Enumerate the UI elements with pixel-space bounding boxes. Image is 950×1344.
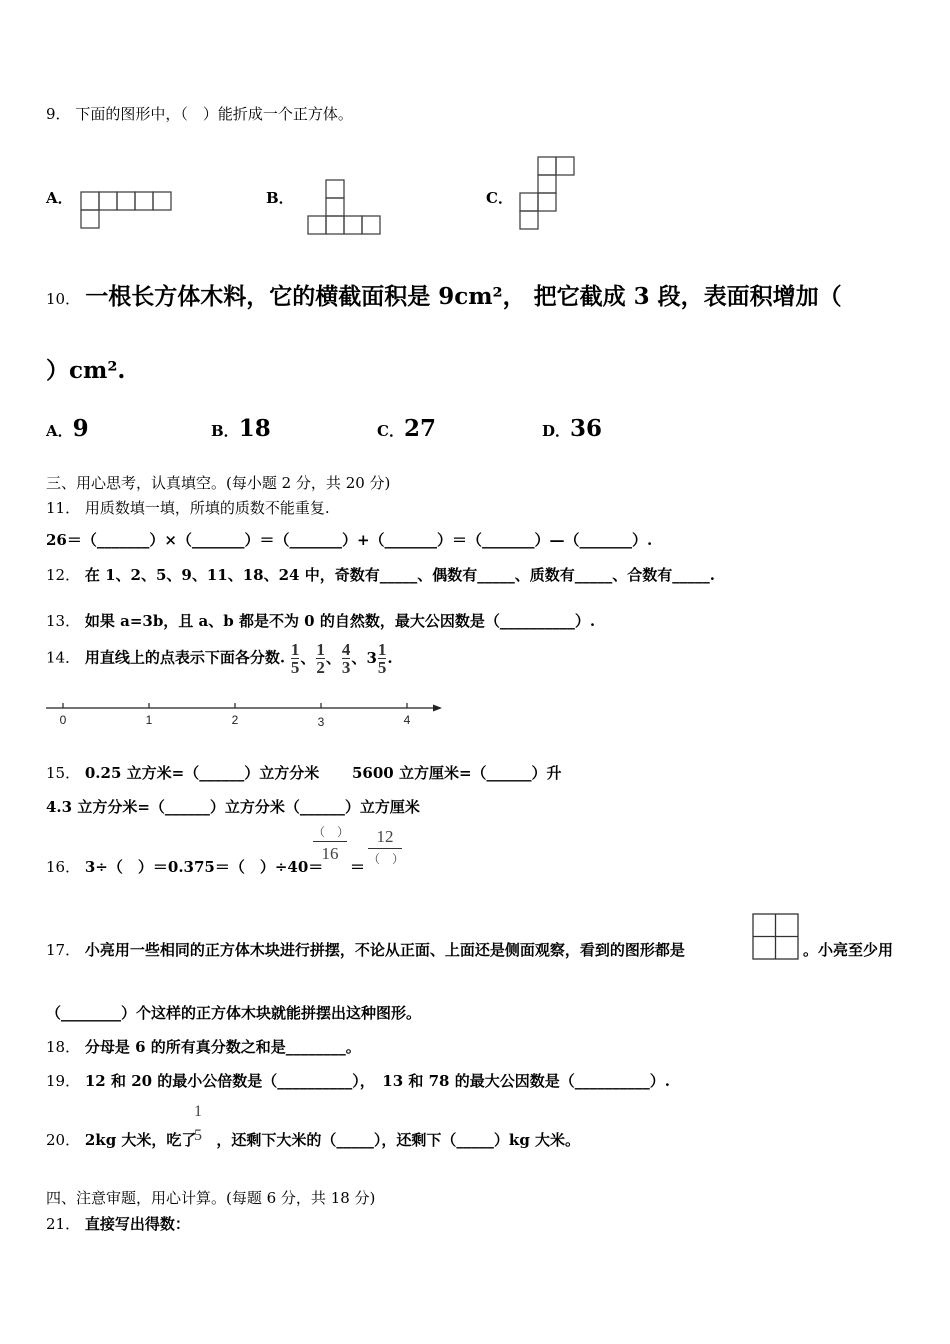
question-number: 19． [46, 1072, 81, 1090]
question-9 [46, 103, 353, 124]
question-11-equation: 26＝（_______）×（_______）＝（_______）+（_______）＝（_______）—（_______）. [46, 531, 653, 549]
q16-fraction-1 [312, 826, 350, 862]
question-text: 12 和 20 的最小公倍数是（__________）， 13 和 78 的最大公因数是（__________）. [84, 1072, 670, 1090]
question-19 [46, 1070, 670, 1091]
question-text: 用质数填一填，所填的质数不能重复. [84, 499, 330, 517]
option-value: 18 [238, 415, 271, 442]
q9-option-c-label: C． [486, 189, 513, 207]
numerator: 12 [376, 827, 394, 846]
question-10-line-2: ）cm². [46, 357, 126, 384]
question-17-part-2: 。小亮至少用 [803, 941, 894, 959]
q9-option-b-label: B． [266, 189, 294, 207]
separator: 、 [351, 648, 367, 667]
q10-option-d [542, 415, 602, 442]
question-text-part-1: 0.25 立方米=（______）立方分米 [84, 764, 320, 782]
section-3-title: 三、用心思考，认真填空。(每小题 2 分，共 20 分) [46, 474, 391, 492]
denominator: 3 [341, 658, 351, 677]
separator: 、 [325, 648, 341, 667]
denominator: 5 [194, 1127, 202, 1144]
option-label: B． [211, 422, 239, 440]
denominator: （ ） [368, 848, 402, 865]
fraction [290, 640, 316, 677]
numerator: （ ） [313, 825, 350, 839]
question-number: 21． [46, 1215, 81, 1233]
question-number: 14． [46, 648, 81, 667]
question-text-part-1: 小亮用一些相同的正方体木块进行拼摆，不论从正面、上面还是侧面观察，看到的图形都是 [84, 941, 685, 959]
q10-option-c [377, 415, 436, 442]
question-15-line-2: 4.3 立方分米=（______）立方分米（______）立方厘米 [46, 798, 420, 816]
section-4-title: 四、注意审题，用心计算。(每题 6 分，共 18 分) [46, 1189, 376, 1207]
option-label: C． [377, 422, 404, 440]
question-number: 11． [46, 499, 81, 517]
fraction [315, 640, 341, 677]
question-20 [46, 1129, 580, 1150]
whole: 3 [366, 648, 377, 667]
denominator: 5 [290, 658, 300, 677]
question-text: 用直线上的点表示下面各分数. [84, 648, 286, 667]
question-number: 20． [46, 1131, 81, 1149]
tick-label-1: 1 [145, 713, 153, 727]
numerator: 1 [377, 640, 387, 659]
question-text-part-2: ，还剩下大米的（_____），还剩下（_____）kg 大米。 [216, 1131, 581, 1149]
numerator: 1 [194, 1103, 202, 1120]
q9-option-a-label: A． [46, 189, 73, 207]
separator: . [387, 648, 393, 667]
separator: 、 [300, 648, 316, 667]
option-value: 27 [403, 415, 436, 442]
number-line [44, 700, 444, 730]
question-15 [46, 762, 319, 783]
question-12 [46, 564, 715, 585]
tick-label-3: 3 [317, 715, 325, 729]
question-10 [46, 278, 842, 311]
question-text-line-1: 一根长方体木料，它的横截面积是 9cm²， 把它截成 3 段，表面积增加（ [85, 283, 842, 310]
question-text: 如果 a=3b，且 a、b 都是不为 0 的自然数，最大公因数是（__________）. [84, 612, 596, 630]
q16-equals: ＝ [350, 858, 366, 876]
option-value: 36 [570, 415, 603, 442]
four-square-grid [752, 913, 800, 961]
option-label: D． [542, 422, 571, 440]
cube-net-b [307, 179, 385, 239]
q10-option-b [211, 415, 271, 442]
tick-label-0: 0 [59, 713, 67, 727]
question-number: 9． [46, 105, 71, 123]
question-text: 下面的图形中，（ ）能折成一个正方体。 [75, 105, 353, 123]
question-number: 17． [46, 941, 81, 959]
cube-net-a [80, 191, 175, 231]
question-text: 在 1、2、5、9、11、18、24 中，奇数有_____、偶数有_____、质数有_____、合数有_____. [84, 566, 715, 584]
question-text: 3÷（ ）＝0.375＝（ ）÷40＝ [84, 858, 324, 876]
question-18 [46, 1036, 361, 1057]
question-17-line-2: （________）个这样的正方体木块就能拼摆出这种图形。 [46, 1004, 422, 1022]
denominator: 5 [377, 658, 387, 677]
tick-label-2: 2 [231, 713, 239, 727]
question-16 [46, 856, 323, 877]
numerator: 1 [316, 640, 325, 659]
denominator: 16 [313, 841, 347, 862]
fraction [341, 640, 367, 677]
question-11 [46, 497, 330, 518]
numerator: 1 [290, 640, 300, 659]
question-17 [46, 939, 685, 960]
fraction [366, 640, 393, 677]
denominator: 2 [316, 658, 325, 677]
q20-fraction [193, 1104, 203, 1144]
option-value: 9 [72, 415, 89, 442]
question-text: 直接写出得数： [84, 1215, 190, 1233]
q10-option-a [46, 415, 89, 442]
question-number: 13． [46, 612, 81, 630]
question-21 [46, 1213, 190, 1234]
question-text: 分母是 6 的所有真分数之和是________。 [84, 1038, 361, 1056]
question-number: 12． [46, 566, 81, 584]
question-13 [46, 610, 595, 631]
question-text-part-1: 2kg 大米，吃了 [84, 1131, 197, 1149]
question-number: 16． [46, 858, 81, 876]
question-15-part-2: 5600 立方厘米=（______）升 [352, 764, 562, 782]
question-number: 10． [46, 290, 81, 308]
cube-net-c [519, 156, 581, 236]
question-number: 15． [46, 764, 81, 782]
option-label: A． [46, 422, 73, 440]
tick-label-4: 4 [403, 713, 411, 727]
question-number: 18． [46, 1038, 81, 1056]
numerator: 4 [341, 640, 351, 659]
q16-fraction-2 [367, 828, 403, 865]
question-14 [46, 641, 393, 676]
